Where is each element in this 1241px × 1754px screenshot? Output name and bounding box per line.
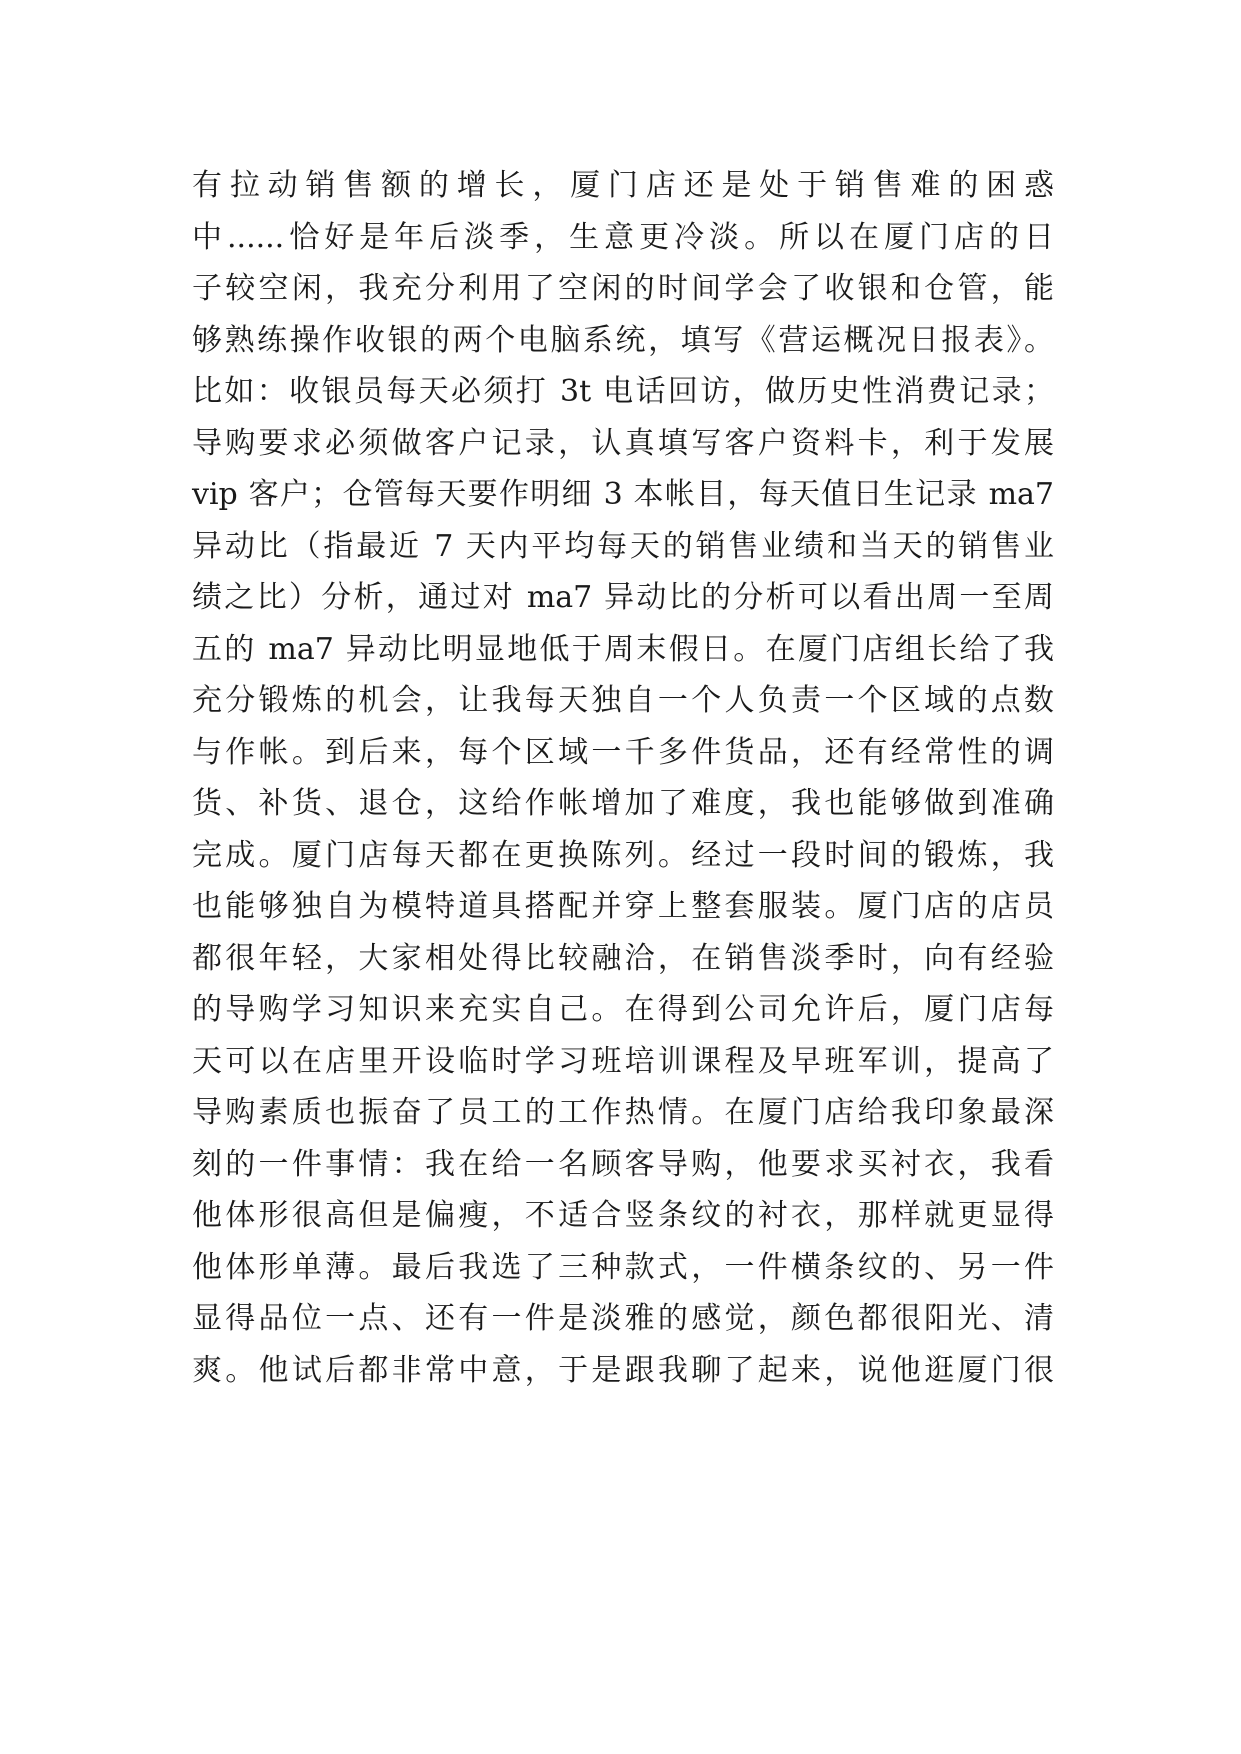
text-line: 够熟练操作收银的两个电脑系统，填写《营运概况日报表》。 — [192, 322, 1054, 358]
text-line: 导购要求必须做客户记录，认真填写客户资料卡，利于发展 — [192, 425, 1054, 461]
text-line: 中......恰好是年后淡季，生意更冷淡。所以在厦门店的日 — [192, 219, 1054, 255]
body-text — [192, 160, 1054, 1396]
text-line: 比如：收银员每天必须打 3t 电话回访，做历史性消费记录； — [192, 374, 1054, 409]
text-line: 绩之比）分析，通过对 ma7 异动比的分析可以看出周一至周 — [192, 580, 1054, 615]
text-line: 他体形很高但是偏瘦，不适合竖条纹的衬衣，那样就更显得 — [192, 1198, 1054, 1233]
text-line: 刻的一件事情：我在给一名顾客导购，他要求买衬衣，我看 — [192, 1146, 1054, 1182]
text-line: 五的 ma7 异动比明显地低于周末假日。在厦门店组长给了我 — [192, 631, 1054, 667]
text-line: 也能够独自为模特道具搭配并穿上整套服装。厦门店的店员 — [192, 889, 1054, 924]
text-line: 充分锻炼的机会，让我每天独自一个人负责一个区域的点数 — [192, 683, 1054, 718]
text-line: 天可以在店里开设临时学习班培训课程及早班军训，提高了 — [192, 1043, 1054, 1079]
text-line: 有拉动销售额的增长，厦门店还是处于销售难的困惑 — [192, 168, 1054, 203]
text-line: 的导购学习知识来充实自己。在得到公司允许后，厦门店每 — [192, 992, 1054, 1027]
text-line: 导购素质也振奋了员工的工作热情。在厦门店给我印象最深 — [192, 1095, 1054, 1130]
text-line: 都很年轻，大家相处得比较融洽，在销售淡季时，向有经验 — [192, 940, 1054, 976]
text-line: 异动比（指最近 7 天内平均每天的销售业绩和当天的销售业 — [192, 528, 1054, 564]
text-line: 爽。他试后都非常中意，于是跟我聊了起来，说他逛厦门很 — [192, 1352, 1054, 1388]
text-line: vip 客户；仓管每天要作明细 3 本帐目，每天值日生记录 ma7 — [192, 477, 1054, 512]
text-line: 与作帐。到后来，每个区域一千多件货品，还有经常性的调 — [192, 734, 1054, 770]
text-line: 完成。厦门店每天都在更换陈列。经过一段时间的锻炼，我 — [192, 837, 1054, 873]
text-line: 显得品位一点、还有一件是淡雅的感觉，颜色都很阳光、清 — [192, 1301, 1054, 1336]
text-line: 子较空闲，我充分利用了空闲的时间学会了收银和仓管，能 — [192, 271, 1054, 306]
text-line: 他体形单薄。最后我选了三种款式，一件横条纹的、另一件 — [192, 1249, 1054, 1285]
text-line: 货、补货、退仓，这给作帐增加了难度，我也能够做到准确 — [192, 786, 1054, 821]
